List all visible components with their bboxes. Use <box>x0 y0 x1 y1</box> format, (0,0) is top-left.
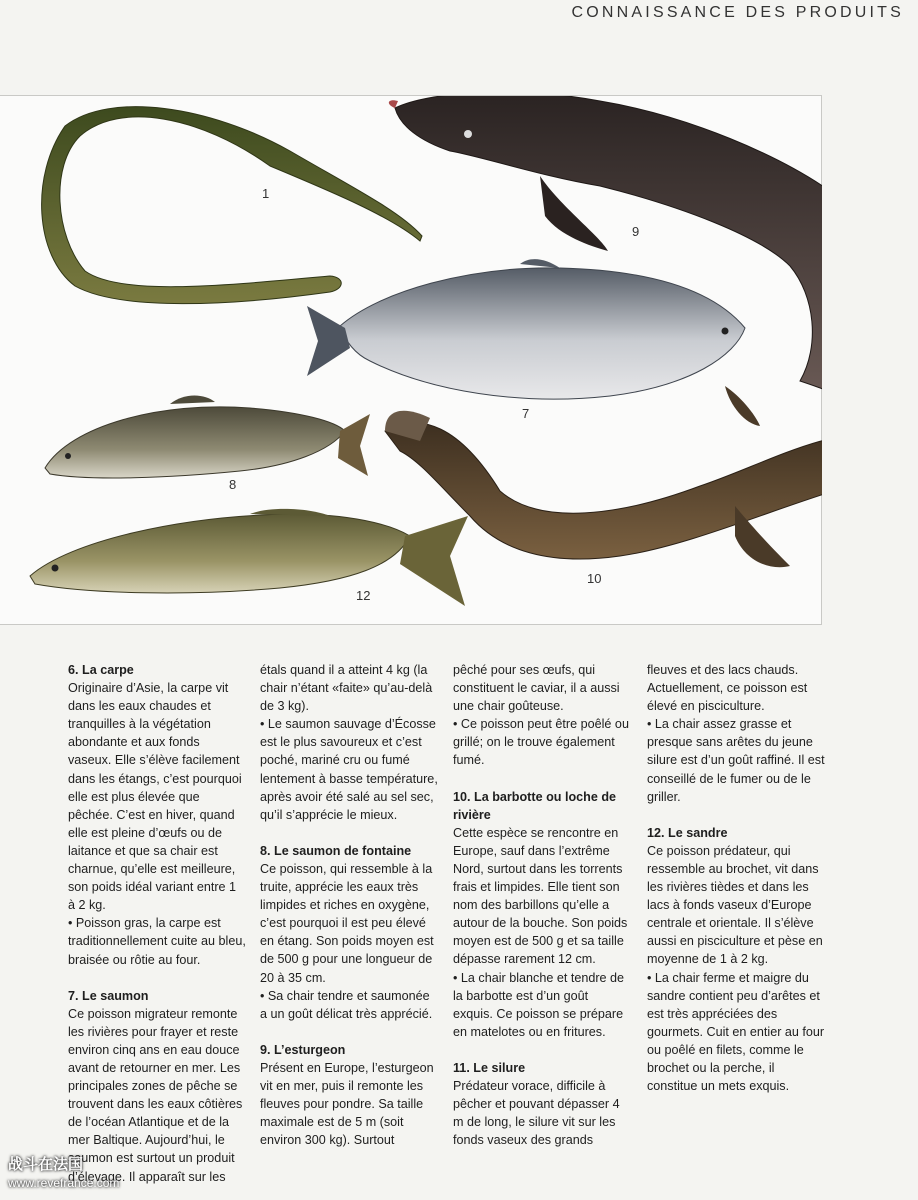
section-title-carpe: 6. La carpe <box>68 663 134 677</box>
text-column-2 <box>260 661 438 1149</box>
fish-illustration <box>0 96 822 626</box>
paragraph: pêché pour ses œufs, qui constituent le caviar, il a aussi une chair goûteuse. <box>453 663 620 714</box>
running-header: CONNAISSANCE DES PRODUITS <box>571 4 904 21</box>
watermark <box>8 1153 119 1190</box>
paragraph: Prédateur vorace, difficile à pêcher et pouvant dépasser 4 m de long, le silure vit sur les fonds vaseux des grands <box>453 1078 620 1148</box>
paragraph: Ce poisson prédateur, qui ressemble au brochet, vit dans les rivières tièdes et dans les lacs à fonds vaseux d’Europe centrale et orientale. Il s’élève aussi en pisciculture et pèse en moyenne de 1 à 2 kg. <box>647 843 823 967</box>
section-title-sandre: 12. Le sandre <box>647 825 728 840</box>
paragraph: fleuves et des lacs chauds. Actuellement, ce poisson est élevé en pisciculture. <box>647 663 808 714</box>
paragraph: • La chair ferme et maigre du sandre contient peu d’arêtes et est très appréciées des gourmets. Cuit en entier au four ou poêlé en filets, comme le brochet ou la perche, il constitue un mets exquis. <box>647 970 825 1094</box>
fish-label-9: 9 <box>632 224 640 239</box>
paragraph: Cette espèce se rencontre en Europe, sauf dans l’extrême Nord, surtout dans les torrents frais et limpides. Elle tient son nom des barbillons qu’elle a autour de la bouche. Son poids moyen est de 500 g et sa taille dépasse rarement 12 cm. <box>453 825 628 967</box>
fish-photo <box>0 95 822 625</box>
fish-label-10: 10 <box>587 571 602 586</box>
paragraph: • La chair assez grasse et presque sans arêtes du jeune silure est d’un goût raffiné. Il est conseillé de le fumer ou de le griller. <box>647 717 825 804</box>
paragraph: Ce poisson, qui ressemble à la truite, apprécie les eaux très limpides et riches en oxygène, c’est pourquoi il est peu élevé en étang. Son poids moyen est de 500 g pour une longueur de 20 à 35 cm. <box>260 861 434 985</box>
section-title-esturgeon: 9. L’esturgeon <box>260 1042 346 1057</box>
brook-trout-fish <box>45 396 370 478</box>
paragraph: Ce poisson migrateur remonte les rivières pour frayer et reste environ cinq ans en eau douce avant de retourner en mer. Les principales zones de pêche se trouvent dans les eaux côtières de l’océan Atlantique et de la mer Baltique. Aujourd’hui, le saumon est surtout un produit d’élevage. Il apparaît sur les <box>68 1006 243 1184</box>
section-title-barbotte: 10. La barbotte ou loche de rivière <box>453 789 617 822</box>
paragraph: • Ce poisson peut être poêlé ou grillé; on le trouve également fumé. <box>453 717 629 768</box>
paragraph: Originaire d’Asie, la carpe vit dans les eaux chaudes et tranquilles à la végétation abondante et aux fonds vaseux. Elle s’élève facilement dans les étangs, c’est pourquoi elle est plus élevée que pêchée. C’est en hiver, quand elle est pleine d’œufs ou de laitance et que sa chair est charnue, qu’elle est meilleure, son poids idéal variant entre 1 à 2 kg. <box>68 681 242 913</box>
section-title-saumon-fontaine: 8. Le saumon de fontaine <box>260 843 412 858</box>
text-column-1 <box>68 661 246 1186</box>
paragraph: étals quand il a atteint 4 kg (la chair n’étant «faite» qu’au-delà de 3 kg). <box>260 663 433 714</box>
paragraph: • Le saumon sauvage d’Écosse est le plus savoureux et c’est poché, mariné cru ou fumé lentement à basse température, après avoir été salé au sel sec, qu’il s’apprécie le mieux. <box>260 717 438 822</box>
paragraph: Présent en Europe, l’esturgeon vit en mer, puis il remonte les fleuves pour pondre. Sa taille maximale est de 5 m (soit environ 300 kg). Surtout <box>260 1060 434 1148</box>
fish-label-8: 8 <box>229 477 237 492</box>
paragraph: • La chair blanche et tendre de la barbotte est d’un goût exquis. Ce poisson se prépare en matelotes ou en fritures. <box>453 970 625 1039</box>
watermark-url: www.revefrance.com <box>8 1176 120 1190</box>
watermark-text: 战斗在法国 <box>8 1156 84 1173</box>
fish-label-1: 1 <box>262 186 270 201</box>
zander-fish <box>30 509 468 606</box>
text-column-3 <box>453 661 631 1149</box>
fish-label-7: 7 <box>522 406 530 421</box>
salmon-fish <box>307 259 745 399</box>
paragraph: • Sa chair tendre et saumonée a un goût délicat très apprécié. <box>260 988 433 1021</box>
paragraph: • Poisson gras, la carpe est traditionnellement cuite au bleu, braisée ou rôtie au four. <box>68 916 246 967</box>
fish-label-12: 12 <box>356 588 371 603</box>
section-title-saumon: 7. Le saumon <box>68 988 149 1003</box>
eel-fish <box>42 107 422 304</box>
section-title-silure: 11. Le silure <box>453 1060 526 1075</box>
text-column-4 <box>647 661 825 1095</box>
